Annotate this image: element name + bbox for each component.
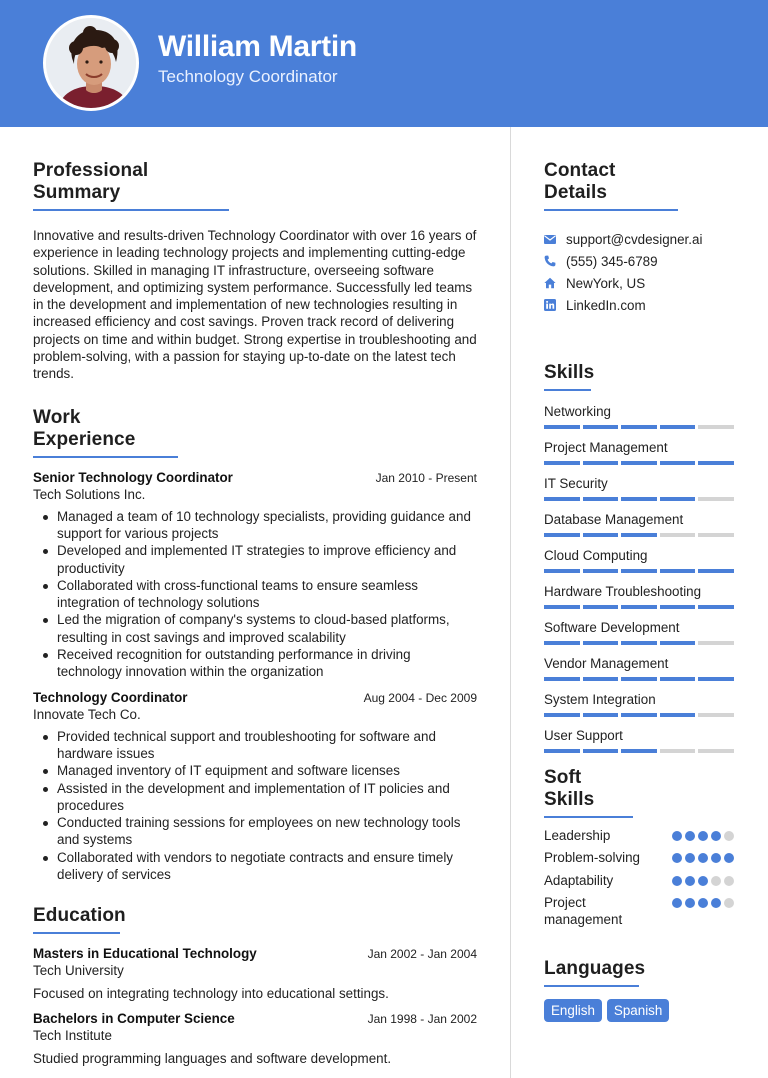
skill-item [544, 511, 734, 537]
soft-skills-list [544, 827, 734, 928]
skill-level-segment [621, 677, 657, 681]
education-dates: Jan 2002 - Jan 2004 [367, 947, 477, 962]
skill-level-segment [544, 425, 580, 429]
job-bullet: Managed inventory of IT equipment and software licenses [33, 762, 477, 779]
skill-level-bar [544, 677, 734, 681]
job-bullet: Collaborated with cross-functional teams to ensure seamless integration of technology solutions [33, 577, 477, 612]
rating-dot [698, 831, 708, 841]
skill-level-segment [621, 425, 657, 429]
rating-dot [672, 853, 682, 863]
rating-dot [724, 853, 734, 863]
soft-skill-item [544, 894, 734, 929]
skill-level-segment [621, 641, 657, 645]
skill-level-segment [660, 569, 696, 573]
phone-icon [544, 255, 556, 267]
skill-level-bar [544, 461, 734, 465]
skill-level-segment [544, 713, 580, 717]
skill-name: User Support [544, 728, 623, 743]
skill-level-segment [698, 533, 734, 537]
school: Tech University [33, 963, 124, 979]
rating-dot [685, 876, 695, 886]
job-company: Innovate Tech Co. [33, 706, 141, 722]
education-entry [33, 946, 477, 1001]
rating-dot [672, 831, 682, 841]
skill-level-segment [698, 713, 734, 717]
skill-item [544, 547, 734, 573]
main-column [33, 160, 477, 1066]
education-heading: Education [33, 905, 120, 934]
soft-skill-name: Project management [544, 894, 623, 928]
rating-dot [672, 898, 682, 908]
soft-skill-rating [672, 853, 734, 863]
skill-level-segment [621, 569, 657, 573]
rating-dot [698, 853, 708, 863]
language-tag: English [544, 999, 602, 1022]
skill-level-segment [583, 461, 619, 465]
skill-level-segment [621, 713, 657, 717]
skill-level-segment [698, 569, 734, 573]
skill-level-segment [583, 713, 619, 717]
soft-skill-item [544, 827, 734, 844]
skill-level-segment [583, 641, 619, 645]
skill-level-segment [660, 497, 696, 501]
language-tag: Spanish [607, 999, 669, 1022]
experience-heading: Work Experience [33, 407, 178, 458]
contact-phone[interactable] [544, 250, 734, 272]
skill-name: Database Management [544, 512, 684, 527]
job-dates: Aug 2004 - Dec 2009 [363, 690, 477, 705]
skill-item [544, 403, 734, 429]
skill-level-bar [544, 425, 734, 429]
job-title: Senior Technology Coordinator [33, 469, 233, 485]
contact-linkedin[interactable] [544, 294, 734, 316]
skill-level-segment [583, 605, 619, 609]
skill-level-bar [544, 749, 734, 753]
linkedin-icon [544, 299, 556, 311]
job-entry [33, 470, 477, 681]
skill-name: Hardware Troubleshooting [544, 584, 702, 599]
skill-item [544, 655, 734, 681]
email-text: support@cvdesigner.ai [566, 231, 703, 247]
skill-name: System Integration [544, 692, 656, 707]
skill-level-segment [583, 497, 619, 501]
skill-level-bar [544, 533, 734, 537]
column-divider [510, 127, 511, 1078]
rating-dot [672, 876, 682, 886]
education-description: Focused on integrating technology into educational settings. [33, 986, 389, 1002]
job-title: Technology Coordinator [33, 689, 188, 705]
skill-level-segment [660, 713, 696, 717]
soft-skill-item [544, 849, 734, 866]
skill-level-segment [544, 569, 580, 573]
rating-dot [724, 898, 734, 908]
skill-level-segment [583, 749, 619, 753]
candidate-name: William Martin [158, 30, 357, 63]
soft-skill-name: Adaptability [544, 872, 614, 888]
skill-level-segment [698, 677, 734, 681]
job-bullets [33, 728, 477, 884]
skill-level-segment [583, 425, 619, 429]
rating-dot [724, 876, 734, 886]
skill-level-bar [544, 569, 734, 573]
skill-item [544, 475, 734, 501]
rating-dot [685, 831, 695, 841]
candidate-title: Technology Coordinator [158, 67, 338, 86]
skill-level-segment [698, 425, 734, 429]
soft-skill-rating [672, 831, 734, 841]
skill-level-segment [621, 605, 657, 609]
skill-level-segment [544, 641, 580, 645]
resume-header [0, 0, 768, 127]
skill-level-segment [660, 641, 696, 645]
skill-level-bar [544, 605, 734, 609]
job-bullet: Led the migration of company's systems to cloud-based platforms, resulting in cost savings and improved scalability [33, 611, 477, 646]
skill-level-bar [544, 497, 734, 501]
skills-heading: Skills [544, 362, 591, 391]
job-bullet: Managed a team of 10 technology specialists, providing guidance and support for various projects [33, 508, 477, 543]
skill-name: Vendor Management [544, 656, 669, 671]
skill-name: Project Management [544, 440, 668, 455]
skill-name: Networking [544, 404, 611, 419]
skill-item [544, 691, 734, 717]
skill-name: IT Security [544, 476, 608, 491]
contact-location [544, 272, 734, 294]
skill-level-segment [583, 533, 619, 537]
degree: Bachelors in Computer Science [33, 1011, 235, 1027]
rating-dot [711, 876, 721, 886]
skill-level-segment [621, 461, 657, 465]
email-icon [544, 233, 556, 245]
skill-level-segment [698, 749, 734, 753]
languages-heading: Languages [544, 958, 639, 987]
job-bullet: Conducted training sessions for employees on new technology tools and systems [33, 814, 477, 849]
skill-level-bar [544, 641, 734, 645]
skill-level-segment [660, 677, 696, 681]
job-dates: Jan 2010 - Present [375, 470, 477, 485]
skills-list [544, 403, 734, 753]
job-bullet: Developed and implemented IT strategies to improve efficiency and productivity [33, 542, 477, 577]
skill-level-segment [544, 461, 580, 465]
skill-level-segment [660, 533, 696, 537]
skill-item [544, 619, 734, 645]
sidebar-column [544, 160, 734, 1022]
skill-level-segment [660, 605, 696, 609]
job-entry [33, 690, 477, 884]
soft-skill-name: Leadership [544, 828, 611, 843]
skill-item [544, 727, 734, 753]
contact-email[interactable] [544, 228, 734, 250]
profile-photo [43, 15, 139, 111]
skill-item [544, 439, 734, 465]
soft-skill-rating [672, 898, 734, 908]
soft-skill-rating [672, 876, 734, 886]
rating-dot [685, 898, 695, 908]
summary-text: Innovative and results-driven Technology Coordinator with over 16 years of experience in leading technology projects and implementing cutting-edge solutions. Skilled in managing IT infrastructure, overseeing software development, and optimizing system performance. Successfully led teams in the development and implementation of new technologies resulting in increased efficiency and cost savings. Proven track record of delivering projects on time and within budget. Strong expertise in troubleshooting and problem-solving, with a passion for staying up-to-date on the latest tech trends. [33, 228, 477, 382]
education-entry [33, 1011, 477, 1066]
languages-list [544, 999, 734, 1022]
job-bullet: Collaborated with vendors to negotiate contracts and ensure timely delivery of services [33, 849, 477, 884]
skill-level-segment [544, 533, 580, 537]
skill-level-segment [660, 425, 696, 429]
rating-dot [698, 876, 708, 886]
job-bullet: Assisted in the development and implementation of IT policies and procedures [33, 780, 477, 815]
linkedin-text: LinkedIn.com [566, 297, 646, 313]
contact-heading: Contact Details [544, 160, 678, 211]
summary-heading: Professional Summary [33, 160, 229, 211]
education-dates: Jan 1998 - Jan 2002 [367, 1012, 477, 1027]
rating-dot [711, 831, 721, 841]
skill-name: Software Development [544, 620, 680, 635]
rating-dot [685, 853, 695, 863]
skill-name: Cloud Computing [544, 548, 648, 563]
skill-level-segment [698, 605, 734, 609]
job-bullet: Received recognition for outstanding performance in driving technology innovation within the organization [33, 646, 477, 681]
skill-level-segment [544, 749, 580, 753]
job-bullet: Provided technical support and troubleshooting for software and hardware issues [33, 728, 477, 763]
skill-level-segment [544, 497, 580, 501]
home-icon [544, 277, 556, 289]
skill-level-segment [621, 749, 657, 753]
rating-dot [698, 898, 708, 908]
soft-skill-name: Problem-solving [544, 850, 641, 866]
skill-level-segment [698, 461, 734, 465]
job-company: Tech Solutions Inc. [33, 486, 146, 502]
rating-dot [711, 853, 721, 863]
school: Tech Institute [33, 1028, 112, 1044]
rating-dot [711, 898, 721, 908]
skill-level-segment [583, 569, 619, 573]
skill-level-segment [583, 677, 619, 681]
skill-item [544, 583, 734, 609]
job-bullets [33, 508, 477, 681]
skill-level-segment [698, 641, 734, 645]
soft-skills-heading: Soft Skills [544, 767, 633, 818]
skill-level-segment [698, 497, 734, 501]
soft-skill-item [544, 872, 734, 889]
contact-list [544, 228, 734, 316]
skill-level-bar [544, 713, 734, 717]
skill-level-segment [660, 749, 696, 753]
phone-text: (555) 345-6789 [566, 253, 658, 269]
skill-level-segment [621, 533, 657, 537]
education-description: Studied programming languages and software development. [33, 1051, 392, 1067]
skill-level-segment [621, 497, 657, 501]
skill-level-segment [660, 461, 696, 465]
degree: Masters in Educational Technology [33, 946, 257, 962]
skill-level-segment [544, 677, 580, 681]
location-text: NewYork, US [566, 275, 646, 291]
rating-dot [724, 831, 734, 841]
skill-level-segment [544, 605, 580, 609]
